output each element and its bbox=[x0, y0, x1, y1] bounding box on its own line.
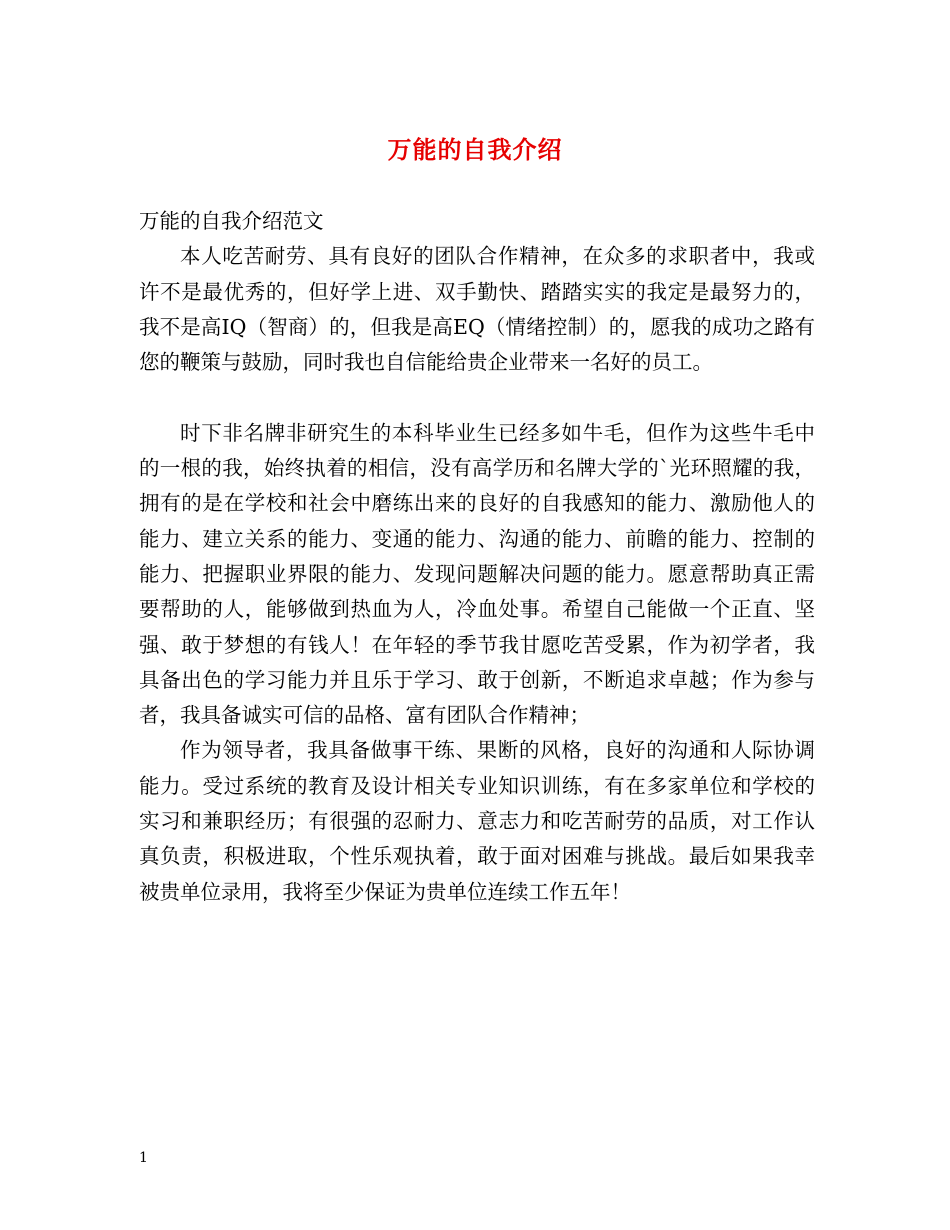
page-number: 1 bbox=[139, 1150, 148, 1166]
paragraph-2: 时下非名牌非研究生的本科毕业生已经多如牛毛，但作为这些牛毛中的一根的我，始终执着的相信，没有高学历和名牌大学的`光环照耀的我，拥有的是在学校和社会中磨练出来的良好的自我感知的能力、激励他人的能力、建立关系的能力、变通的能力、沟通的能力、前瞻的能力、控制的能力、把握职业界限的能力、发现问题解决问题的能力。愿意帮助真正需要帮助的人，能够做到热血为人，冷血处事。希望自己能做一个正直、坚强、敢于梦想的有钱人！在年轻的季节我甘愿吃苦受累，作为初学者，我具备出色的学习能力并且乐于学习、敢于创新，不断追求卓越；作为参与者，我具备诚实可信的品格、富有团队合作精神； bbox=[139, 420, 815, 728]
paragraph-1: 本人吃苦耐劳、具有良好的团队合作精神，在众多的求职者中，我或许不是最优秀的，但好学上进、双手勤快、踏踏实实的我定是最努力的，我不是高IQ（智商）的，但我是高EQ（情绪控制）的，愿我的成功之路有您的鞭策与鼓励，同时我也自信能给贵企业带来一名好的员工。 bbox=[139, 244, 815, 375]
document-body bbox=[139, 204, 815, 910]
document-subtitle: 万能的自我介绍范文 bbox=[139, 209, 324, 233]
paragraph-3: 作为领导者，我具备做事干练、果断的风格，良好的沟通和人际协调能力。受过系统的教育及设计相关专业知识训练，有在多家单位和学校的实习和兼职经历；有很强的忍耐力、意志力和吃苦耐劳的品质，对工作认真负责，积极进取，个性乐观执着，敢于面对困难与挑战。最后如果我幸被贵单位录用，我将至少保证为贵单位连续工作五年！ bbox=[139, 738, 815, 904]
paragraph-spacer bbox=[139, 380, 815, 415]
document-title: 万能的自我介绍 bbox=[387, 135, 563, 164]
